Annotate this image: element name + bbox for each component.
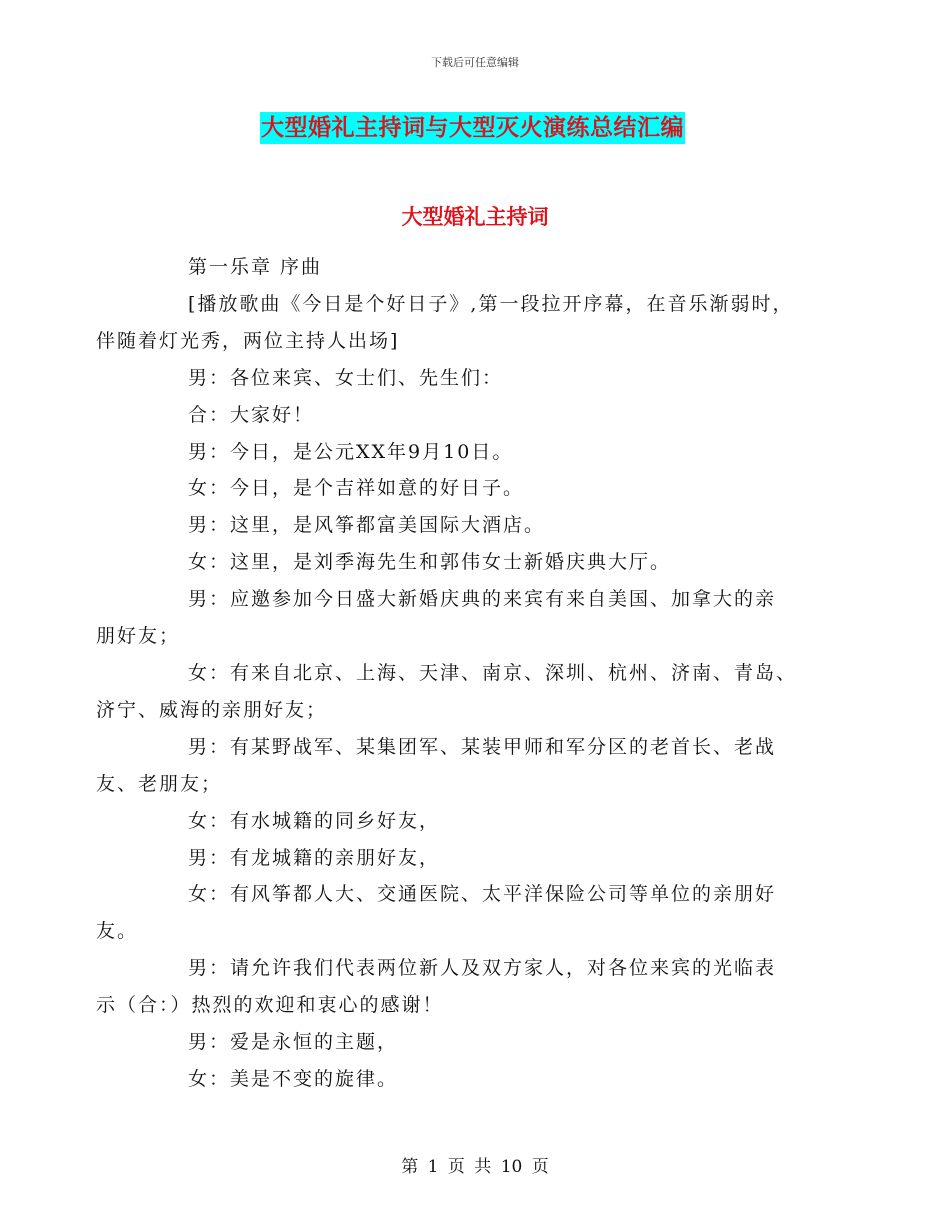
paragraph-line: 女：有风筝都人大、交通医院、太平洋保险公司等单位的亲朋好 [188, 883, 777, 906]
paragraph-line: 女：这里，是刘季海先生和郭伟女士新婚庆典大厅。 [188, 551, 672, 574]
paragraph-line: 女：有来自北京、上海、天津、南京、深圳、杭州、济南、青岛、 [188, 661, 798, 684]
paragraph-line: 友。 [96, 920, 139, 943]
header-note: 下载后可任意编辑 [431, 56, 519, 69]
paragraph-line: 女：美是不变的旋律。 [188, 1067, 399, 1090]
paragraph-line: 男：各位来宾、女士们、先生们： [188, 366, 504, 389]
paragraph-line: [播放歌曲《今日是个好日子》,第一段拉开序幕，在音乐渐弱时， [188, 292, 794, 315]
paragraph-line: 男：应邀参加今日盛大新婚庆典的来宾有来自美国、加拿大的亲 [188, 588, 777, 611]
paragraph [96, 655, 812, 729]
page-footer: 第 1 页 共 10 页 [401, 1157, 549, 1177]
paragraph-line: 示（合：）热烈的欢迎和衷心的感谢！ [96, 994, 444, 1017]
paragraph-line: 男：有某野战军、某集团军、某装甲师和军分区的老首长、老战 [188, 735, 777, 758]
paragraph [96, 581, 812, 655]
paragraph-line: 友、老朋友； [96, 772, 223, 795]
paragraph-line: 济宁、威海的亲朋好友； [96, 698, 328, 721]
paragraph-line: 伴随着灯光秀，两位主持人出场] [96, 329, 400, 352]
paragraph-line: 朋好友； [96, 625, 181, 648]
paragraph [142, 1061, 812, 1098]
paragraph [142, 803, 812, 840]
main-title-container [260, 112, 735, 144]
paragraph [96, 950, 812, 1024]
document-body [96, 249, 812, 1098]
paragraph [142, 249, 812, 286]
paragraph [96, 876, 812, 950]
section-title: 大型婚礼主持词 [401, 205, 549, 229]
paragraph [142, 470, 812, 507]
paragraph [142, 360, 812, 397]
paragraph [96, 729, 812, 803]
paragraph-line: 女：有水城籍的同乡好友， [188, 809, 441, 832]
paragraph-line: 女：今日，是个吉祥如意的好日子。 [188, 477, 525, 500]
paragraph [142, 544, 812, 581]
paragraph [142, 1024, 812, 1061]
paragraph [142, 434, 812, 471]
main-title: 大型婚礼主持词与大型灭火演练总结汇编 [260, 112, 685, 144]
paragraph-line: 男：请允许我们代表两位新人及双方家人，对各位来宾的光临表 [188, 957, 777, 980]
paragraph-line: 男：这里，是风筝都富美国际大酒店。 [188, 514, 546, 537]
paragraph-line: 男：爱是永恒的主题， [188, 1031, 399, 1054]
paragraph [96, 286, 812, 360]
paragraph-line: 合：大家好！ [188, 403, 315, 426]
paragraph [142, 507, 812, 544]
paragraph [142, 397, 812, 434]
paragraph [142, 840, 812, 877]
paragraph-line: 第一乐章 序曲 [188, 256, 323, 278]
paragraph-line: 男：今日，是公元XX年9月10日。 [188, 440, 514, 463]
paragraph-line: 男：有龙城籍的亲朋好友， [188, 846, 441, 869]
